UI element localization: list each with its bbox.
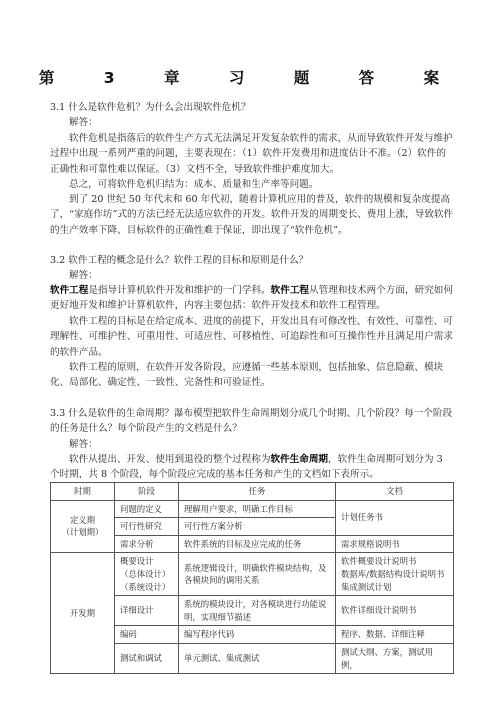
answer-3-3-para-1 bbox=[50, 452, 454, 483]
answer-label-3-2: 解答： bbox=[69, 270, 98, 281]
table-row bbox=[51, 553, 454, 596]
term-software-engineering: 软件工程 bbox=[50, 285, 89, 296]
stage-cell: 编码 bbox=[115, 626, 179, 644]
answer-3-2-para-2: 软件工程的目标是在给定成本、进度的前提下，开发出具有可修改性、有效性、可靠性、可理解性、可维护性、可重用性、可适应性、可移植性、可追踪性和可互操作性并且满足用户需求的软件产品。 bbox=[50, 316, 453, 358]
header-stage: 阶段 bbox=[115, 483, 179, 501]
header-task: 任务 bbox=[179, 483, 336, 501]
lifecycle-table bbox=[50, 482, 454, 674]
answer-3-1-para-3: 到了 20 世纪 50 年代末和 60 年代初，随着计算机应用的普及，软件的规模和复杂度提高了，“家庭作坊”式的方法已经无法适应软件的开发。软件开发的周期变长、费用上涨，导致软件的生产效率下降、目标软件的正确性难于保证，即出现了“软件危机”。 bbox=[50, 194, 454, 236]
question-3-2: 3.2 软件工程的概念是什么？软件工程的目标和原则是什么？ bbox=[50, 255, 309, 266]
answer-3-2-para-1-mid: 是指导计算机软件开发和维护的一门学科。 bbox=[88, 285, 271, 296]
task-cell: 可行性方案分析 bbox=[179, 518, 336, 536]
stage-cell: 测试和调试 bbox=[115, 643, 179, 673]
question-3-1: 3.1 什么是软件危机？为什么会出现软件危机？ bbox=[50, 102, 251, 113]
doc-cell: 软件概要设计说明书 数据库/数据结构设计说明书 集成测试计划 bbox=[336, 553, 454, 596]
answer-3-1-para-1: 软件危机是指落后的软件生产方式无法满足开发复杂软件的需求，从而导致软件开发与维护过程中出现一系列严重的问题，主要表现在：（1）软件开发费用和进度估计不准。（2）软件的正确性和可靠性难以保证。（3）文档不全，导致软件维护难度加大。 bbox=[50, 133, 453, 175]
header-doc: 文档 bbox=[336, 483, 454, 501]
stage-cell: 问题的定义 bbox=[115, 500, 179, 518]
doc-cell: 需求规格说明书 bbox=[336, 535, 454, 553]
doc-cell: 程序、数据、详细注释 bbox=[336, 626, 454, 644]
stage-cell: 可行性研究 bbox=[115, 518, 179, 536]
task-cell: 理解用户要求，明确工作目标 bbox=[179, 500, 336, 518]
term-software-lifecycle: 软件生命周期 bbox=[270, 454, 329, 465]
header-period: 时期 bbox=[51, 483, 115, 501]
question-3-3: 3.3 什么是软件的生命周期？瀑布模型把软件生命周期划分成几个时期、几个阶段？每一个阶段的任务是什么？每个阶段产生的文档是什么？ bbox=[50, 408, 453, 435]
answer-label-3-1: 解答： bbox=[69, 117, 98, 128]
doc-cell: 软件详细设计说明书 bbox=[336, 596, 454, 626]
stage-cell: 需求分析 bbox=[115, 535, 179, 553]
task-cell: 编写程序代码 bbox=[179, 626, 336, 644]
period-development: 开发期 bbox=[51, 553, 115, 674]
stage-cell: 概要设计 （总体设计） （系统设计） bbox=[115, 553, 179, 596]
stage-cell: 详细设计 bbox=[115, 596, 179, 626]
table-header-row bbox=[51, 483, 454, 501]
task-cell: 单元测试、集成测试 bbox=[179, 643, 336, 673]
table-row bbox=[51, 500, 454, 518]
answer-3-2-para-1-rest: 从管理和技术两个方面，研究如何更好地开发和维护计算机软件，内容主要包括：软件开发技术和软件工程管理。 bbox=[50, 285, 453, 312]
page-title: 第 3 章 习 题 答 案 bbox=[38, 69, 462, 87]
period-definition: 定义期 （计划期） bbox=[51, 500, 115, 553]
task-cell: 系统逻辑设计，明确软件模块结构，及各模块间的调用关系 bbox=[179, 553, 336, 596]
answer-3-2-para-3: 软件工程的原则，在软件开发各阶段，应遵循一些基本原则，包括抽象、信息隐蔽、模块化、局部化、确定性、一致性、完备性和可验证性。 bbox=[50, 362, 444, 389]
task-cell: 软件系统的目标及应完成的任务 bbox=[179, 535, 336, 553]
answer-3-2-para-1 bbox=[50, 283, 454, 314]
answer-label-3-3: 解答： bbox=[69, 439, 98, 450]
task-cell: 系统的模块设计，对各模块进行功能说明，实现细节描述 bbox=[179, 596, 336, 626]
answer-3-3-para-1-pre: 软件从提出、开发、使用到退役的整个过程称为 bbox=[69, 454, 271, 465]
answer-3-1-para-2: 总之，可将软件危机归结为：成本、质量和生产率等问题。 bbox=[69, 179, 319, 190]
answer-3-3-para-1-post: ，软件生命周期可划分为 3 个时期，共 8 个阶段，每个阶段应完成的基本任务和产生的文档如下表所示。 bbox=[50, 454, 443, 481]
doc-cell: 计划任务书 bbox=[336, 500, 454, 535]
doc-cell: 测试大纲、方案，测试用例， bbox=[336, 643, 454, 673]
term-software-engineering-2: 软件工程 bbox=[270, 285, 310, 296]
